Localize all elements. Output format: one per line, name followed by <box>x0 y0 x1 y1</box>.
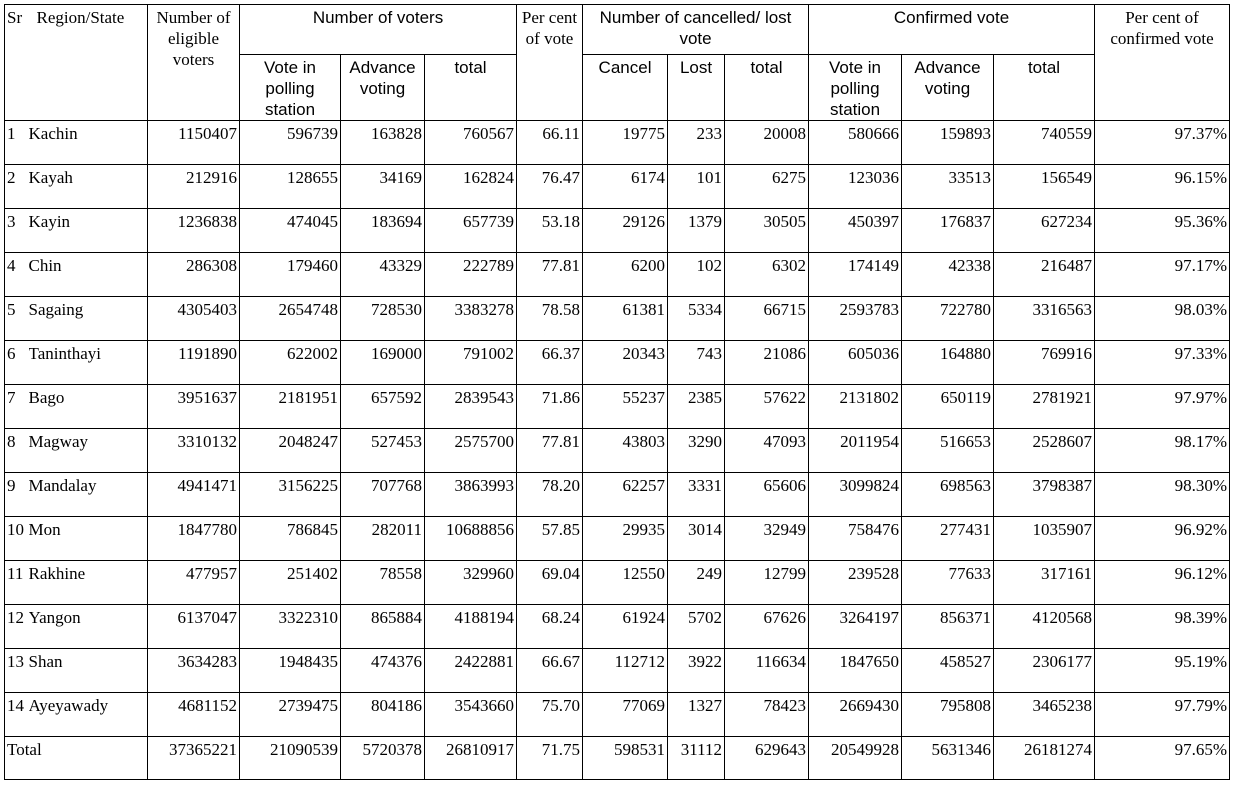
table-row <box>5 121 1230 165</box>
cell-cancel-total: 12799 <box>725 561 809 605</box>
cell-voters-advance: 474376 <box>341 649 425 693</box>
cell-confirmed-total: 769916 <box>994 341 1095 385</box>
table-row <box>5 341 1230 385</box>
cell-voters-advance: 169000 <box>341 341 425 385</box>
cell-voters-polling: 2654748 <box>240 297 341 341</box>
cell-sr: 1 <box>5 121 29 165</box>
cell-confirmed-polling: 2131802 <box>809 385 902 429</box>
cell-region: Sagaing <box>29 297 148 341</box>
cell-cancel-total: 32949 <box>725 517 809 561</box>
cell-sr: 6 <box>5 341 29 385</box>
cell-voters-total: 2839543 <box>425 385 517 429</box>
cell-percent-confirmed: 98.03% <box>1095 297 1230 341</box>
cell-percent-confirmed: 95.36% <box>1095 209 1230 253</box>
cell-region: Taninthayi <box>29 341 148 385</box>
cell-lost: 743 <box>668 341 725 385</box>
cell-percent-vote: 78.58 <box>517 297 583 341</box>
cell-cancel: 61381 <box>583 297 668 341</box>
cell-sr: 10 <box>5 517 29 561</box>
cancel-total-header: total <box>725 55 809 121</box>
cell-cancel: 55237 <box>583 385 668 429</box>
cell-confirmed-advance: 698563 <box>902 473 994 517</box>
cell-voters-total: 10688856 <box>425 517 517 561</box>
cell-voters-polling: 2181951 <box>240 385 341 429</box>
cell-cancel: 43803 <box>583 429 668 473</box>
cell-cancel-total: 57622 <box>725 385 809 429</box>
cell-sr: 7 <box>5 385 29 429</box>
cell-lost: 1327 <box>668 693 725 737</box>
cell-eligible: 3951637 <box>148 385 240 429</box>
cancel-header: Cancel <box>583 55 668 121</box>
cell-region: Ayeyawady <box>29 693 148 737</box>
table-row <box>5 605 1230 649</box>
cell-eligible: 4681152 <box>148 693 240 737</box>
table-row <box>5 165 1230 209</box>
cell-percent-confirmed: 97.97% <box>1095 385 1230 429</box>
cell-cancel-total: 30505 <box>725 209 809 253</box>
cell-voters-total: 3383278 <box>425 297 517 341</box>
cell-percent-confirmed: 97.17% <box>1095 253 1230 297</box>
cell-lost: 2385 <box>668 385 725 429</box>
cell-sr: 4 <box>5 253 29 297</box>
cell-region: Mon <box>29 517 148 561</box>
cell-confirmed-polling: 605036 <box>809 341 902 385</box>
cell-percent-vote: 78.20 <box>517 473 583 517</box>
cell-percent-confirmed: 97.37% <box>1095 121 1230 165</box>
cell-eligible: 4305403 <box>148 297 240 341</box>
cell-confirmed-total: 3798387 <box>994 473 1095 517</box>
cell-sr: 12 <box>5 605 29 649</box>
cell-percent-vote: 66.11 <box>517 121 583 165</box>
cell-confirmed-advance: 650119 <box>902 385 994 429</box>
total-label: Total <box>5 737 148 780</box>
total-percent-vote: 71.75 <box>517 737 583 780</box>
percent-vote-header: Per cent of vote <box>517 5 583 121</box>
cell-voters-total: 3543660 <box>425 693 517 737</box>
cell-voters-polling: 786845 <box>240 517 341 561</box>
cell-confirmed-total: 2528607 <box>994 429 1095 473</box>
cell-eligible: 6137047 <box>148 605 240 649</box>
cell-region: Magway <box>29 429 148 473</box>
cell-region: Mandalay <box>29 473 148 517</box>
total-row <box>5 737 1230 780</box>
cell-percent-confirmed: 98.30% <box>1095 473 1230 517</box>
total-confirmed-advance: 5631346 <box>902 737 994 780</box>
cell-voters-total: 329960 <box>425 561 517 605</box>
cell-confirmed-total: 156549 <box>994 165 1095 209</box>
cell-confirmed-advance: 458527 <box>902 649 994 693</box>
cell-confirmed-total: 2306177 <box>994 649 1095 693</box>
table-row <box>5 649 1230 693</box>
total-voters-total: 26810917 <box>425 737 517 780</box>
cell-cancel: 61924 <box>583 605 668 649</box>
cell-confirmed-total: 3316563 <box>994 297 1095 341</box>
cell-confirmed-total: 740559 <box>994 121 1095 165</box>
cell-cancel-total: 67626 <box>725 605 809 649</box>
cell-cancel: 19775 <box>583 121 668 165</box>
cell-percent-confirmed: 96.15% <box>1095 165 1230 209</box>
cell-percent-confirmed: 95.19% <box>1095 649 1230 693</box>
cell-confirmed-polling: 239528 <box>809 561 902 605</box>
cell-confirmed-advance: 176837 <box>902 209 994 253</box>
cell-eligible: 3310132 <box>148 429 240 473</box>
cell-voters-total: 162824 <box>425 165 517 209</box>
eligible-voters-header: Number of eligible voters <box>148 5 240 121</box>
cell-eligible: 1236838 <box>148 209 240 253</box>
cell-region: Rakhine <box>29 561 148 605</box>
cell-lost: 3922 <box>668 649 725 693</box>
cell-cancel: 20343 <box>583 341 668 385</box>
cell-percent-vote: 71.86 <box>517 385 583 429</box>
cancelled-lost-header: Number of cancelled/ lost vote <box>583 5 809 55</box>
total-voters-advance: 5720378 <box>341 737 425 780</box>
cell-voters-advance: 804186 <box>341 693 425 737</box>
total-confirmed-polling: 20549928 <box>809 737 902 780</box>
cell-voters-polling: 251402 <box>240 561 341 605</box>
cell-cancel: 29935 <box>583 517 668 561</box>
total-lost: 31112 <box>668 737 725 780</box>
cell-lost: 5334 <box>668 297 725 341</box>
cell-lost: 5702 <box>668 605 725 649</box>
cell-percent-vote: 69.04 <box>517 561 583 605</box>
cell-voters-advance: 657592 <box>341 385 425 429</box>
cell-confirmed-total: 627234 <box>994 209 1095 253</box>
percent-confirmed-header: Per cent of confirmed vote <box>1095 5 1230 121</box>
voters-advance-header: Advance voting <box>341 55 425 121</box>
cell-voters-polling: 128655 <box>240 165 341 209</box>
cell-percent-confirmed: 96.92% <box>1095 517 1230 561</box>
cell-percent-vote: 77.81 <box>517 253 583 297</box>
cell-confirmed-advance: 277431 <box>902 517 994 561</box>
cell-cancel-total: 20008 <box>725 121 809 165</box>
cell-sr: 9 <box>5 473 29 517</box>
voters-total-header: total <box>425 55 517 121</box>
cell-confirmed-polling: 580666 <box>809 121 902 165</box>
cell-confirmed-advance: 856371 <box>902 605 994 649</box>
confirmed-advance-header: Advance voting <box>902 55 994 121</box>
table-row <box>5 517 1230 561</box>
cell-confirmed-advance: 77633 <box>902 561 994 605</box>
cell-confirmed-advance: 795808 <box>902 693 994 737</box>
cell-region: Chin <box>29 253 148 297</box>
cell-cancel-total: 6302 <box>725 253 809 297</box>
total-eligible: 37365221 <box>148 737 240 780</box>
cell-voters-total: 4188194 <box>425 605 517 649</box>
cell-percent-vote: 66.67 <box>517 649 583 693</box>
table-row <box>5 253 1230 297</box>
cell-voters-total: 657739 <box>425 209 517 253</box>
cell-lost: 3290 <box>668 429 725 473</box>
cell-confirmed-advance: 516653 <box>902 429 994 473</box>
cell-percent-vote: 66.37 <box>517 341 583 385</box>
cell-cancel: 12550 <box>583 561 668 605</box>
table-row <box>5 561 1230 605</box>
cell-voters-advance: 865884 <box>341 605 425 649</box>
cell-voters-total: 222789 <box>425 253 517 297</box>
cell-eligible: 1847780 <box>148 517 240 561</box>
cell-percent-vote: 77.81 <box>517 429 583 473</box>
cell-percent-vote: 76.47 <box>517 165 583 209</box>
cell-region: Shan <box>29 649 148 693</box>
cell-percent-confirmed: 98.39% <box>1095 605 1230 649</box>
cell-lost: 3014 <box>668 517 725 561</box>
sr-header: Sr <box>5 5 29 121</box>
cell-voters-advance: 527453 <box>341 429 425 473</box>
cell-cancel: 112712 <box>583 649 668 693</box>
cell-lost: 101 <box>668 165 725 209</box>
cell-cancel-total: 47093 <box>725 429 809 473</box>
cell-voters-total: 791002 <box>425 341 517 385</box>
cell-voters-polling: 622002 <box>240 341 341 385</box>
cell-cancel-total: 116634 <box>725 649 809 693</box>
total-cancel: 598531 <box>583 737 668 780</box>
cell-region: Kayin <box>29 209 148 253</box>
cell-sr: 3 <box>5 209 29 253</box>
cell-cancel-total: 21086 <box>725 341 809 385</box>
cell-voters-advance: 43329 <box>341 253 425 297</box>
cell-sr: 8 <box>5 429 29 473</box>
cell-percent-confirmed: 97.33% <box>1095 341 1230 385</box>
cell-percent-confirmed: 96.12% <box>1095 561 1230 605</box>
cell-voters-advance: 34169 <box>341 165 425 209</box>
cell-confirmed-polling: 123036 <box>809 165 902 209</box>
cell-voters-total: 2575700 <box>425 429 517 473</box>
lost-header: Lost <box>668 55 725 121</box>
cell-eligible: 477957 <box>148 561 240 605</box>
cell-lost: 233 <box>668 121 725 165</box>
table-row <box>5 297 1230 341</box>
cell-confirmed-polling: 2593783 <box>809 297 902 341</box>
cell-confirmed-total: 4120568 <box>994 605 1095 649</box>
cell-voters-advance: 282011 <box>341 517 425 561</box>
cell-cancel: 29126 <box>583 209 668 253</box>
cell-lost: 3331 <box>668 473 725 517</box>
cell-sr: 13 <box>5 649 29 693</box>
table-row <box>5 473 1230 517</box>
cell-voters-advance: 163828 <box>341 121 425 165</box>
cell-confirmed-polling: 450397 <box>809 209 902 253</box>
cell-confirmed-polling: 3099824 <box>809 473 902 517</box>
cell-voters-polling: 3156225 <box>240 473 341 517</box>
cell-region: Bago <box>29 385 148 429</box>
cell-percent-vote: 68.24 <box>517 605 583 649</box>
cell-confirmed-polling: 3264197 <box>809 605 902 649</box>
cell-confirmed-advance: 722780 <box>902 297 994 341</box>
cell-lost: 102 <box>668 253 725 297</box>
cell-confirmed-advance: 42338 <box>902 253 994 297</box>
cell-eligible: 212916 <box>148 165 240 209</box>
table-row <box>5 693 1230 737</box>
cell-confirmed-total: 1035907 <box>994 517 1095 561</box>
cell-confirmed-polling: 758476 <box>809 517 902 561</box>
cell-confirmed-advance: 33513 <box>902 165 994 209</box>
cell-voters-advance: 728530 <box>341 297 425 341</box>
cell-confirmed-total: 3465238 <box>994 693 1095 737</box>
cell-region: Kayah <box>29 165 148 209</box>
cell-confirmed-total: 216487 <box>994 253 1095 297</box>
cell-sr: 2 <box>5 165 29 209</box>
cell-region: Kachin <box>29 121 148 165</box>
cell-lost: 249 <box>668 561 725 605</box>
cell-cancel-total: 6275 <box>725 165 809 209</box>
cell-confirmed-polling: 1847650 <box>809 649 902 693</box>
cell-eligible: 4941471 <box>148 473 240 517</box>
cell-voters-polling: 1948435 <box>240 649 341 693</box>
cell-confirmed-total: 2781921 <box>994 385 1095 429</box>
cell-voters-advance: 707768 <box>341 473 425 517</box>
cell-eligible: 1150407 <box>148 121 240 165</box>
cell-confirmed-advance: 164880 <box>902 341 994 385</box>
cell-voters-polling: 474045 <box>240 209 341 253</box>
cell-voters-total: 760567 <box>425 121 517 165</box>
cell-voters-total: 2422881 <box>425 649 517 693</box>
cell-sr: 11 <box>5 561 29 605</box>
cell-confirmed-polling: 2669430 <box>809 693 902 737</box>
cell-eligible: 286308 <box>148 253 240 297</box>
cell-cancel-total: 78423 <box>725 693 809 737</box>
cell-cancel: 77069 <box>583 693 668 737</box>
cell-percent-confirmed: 98.17% <box>1095 429 1230 473</box>
cell-voters-polling: 3322310 <box>240 605 341 649</box>
confirmed-vote-header: Confirmed vote <box>809 5 1095 55</box>
total-cancel-total: 629643 <box>725 737 809 780</box>
cell-voters-polling: 179460 <box>240 253 341 297</box>
cell-lost: 1379 <box>668 209 725 253</box>
cell-voters-polling: 596739 <box>240 121 341 165</box>
table-row <box>5 385 1230 429</box>
table-body <box>5 121 1230 780</box>
cell-confirmed-polling: 174149 <box>809 253 902 297</box>
cell-region: Yangon <box>29 605 148 649</box>
cell-percent-vote: 75.70 <box>517 693 583 737</box>
total-confirmed-total: 26181274 <box>994 737 1095 780</box>
cell-voters-total: 3863993 <box>425 473 517 517</box>
region-header: Region/State <box>29 5 148 121</box>
cell-percent-vote: 57.85 <box>517 517 583 561</box>
cell-confirmed-total: 317161 <box>994 561 1095 605</box>
confirmed-total-header: total <box>994 55 1095 121</box>
cell-voters-polling: 2739475 <box>240 693 341 737</box>
cell-eligible: 1191890 <box>148 341 240 385</box>
table-row <box>5 209 1230 253</box>
cell-percent-confirmed: 97.79% <box>1095 693 1230 737</box>
cell-confirmed-advance: 159893 <box>902 121 994 165</box>
cell-cancel: 6200 <box>583 253 668 297</box>
total-voters-polling: 21090539 <box>240 737 341 780</box>
cell-sr: 5 <box>5 297 29 341</box>
cell-voters-advance: 183694 <box>341 209 425 253</box>
cell-confirmed-polling: 2011954 <box>809 429 902 473</box>
cell-cancel-total: 66715 <box>725 297 809 341</box>
cell-eligible: 3634283 <box>148 649 240 693</box>
cell-cancel: 62257 <box>583 473 668 517</box>
cell-voters-polling: 2048247 <box>240 429 341 473</box>
voters-polling-header: Vote in polling station <box>240 55 341 121</box>
number-of-voters-header: Number of voters <box>240 5 517 55</box>
cell-voters-advance: 78558 <box>341 561 425 605</box>
cell-sr: 14 <box>5 693 29 737</box>
total-percent-confirmed: 97.65% <box>1095 737 1230 780</box>
cell-percent-vote: 53.18 <box>517 209 583 253</box>
election-results-table <box>4 4 1230 780</box>
table-row <box>5 429 1230 473</box>
confirmed-polling-header: Vote in polling station <box>809 55 902 121</box>
cell-cancel: 6174 <box>583 165 668 209</box>
cell-cancel-total: 65606 <box>725 473 809 517</box>
